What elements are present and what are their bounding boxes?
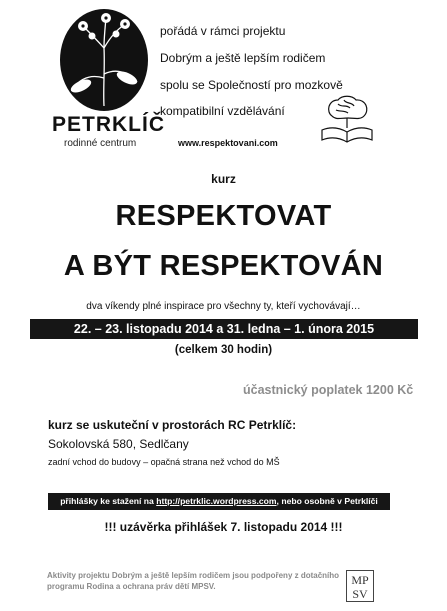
- brand-subtitle: rodinné centrum: [64, 138, 137, 149]
- venue-address: Sokolovská 580, Sedlčany: [48, 437, 189, 451]
- course-label: kurz: [211, 172, 236, 186]
- brand-name: PETRKLÍČ: [52, 113, 165, 136]
- mpsv-logo: [346, 570, 374, 602]
- petrklic-flower-logo: [59, 8, 149, 112]
- header-line-2: Dobrým a ještě lepším rodičem: [160, 51, 326, 65]
- header-line-3: spolu se Společností pro mozkově: [160, 78, 343, 92]
- participation-fee: účastnický poplatek 1200 Kč: [243, 383, 414, 397]
- registration-link[interactable]: http://petrklic.wordpress.com: [156, 496, 277, 506]
- website-link[interactable]: www.respektovani.com: [178, 138, 278, 148]
- registration-banner: [48, 493, 390, 510]
- course-title-line-2: A BÝT RESPEKTOVÁN: [63, 250, 384, 282]
- venue-entrance-note: zadní vchod do budovy – opačná strana než vchod do MŠ: [48, 457, 280, 467]
- mpsv-logo-text-bottom: SV: [352, 587, 368, 601]
- course-dates-banner: 22. – 23. listopadu 2014 a 31. ledna – 1. února 2015: [30, 319, 418, 339]
- registration-deadline: !!! uzávěrka přihlášek 7. listopadu 2014 !!!: [104, 520, 343, 534]
- registration-suffix: , nebo osobně v Petrklíči: [276, 496, 378, 506]
- course-title-line-1: RESPEKTOVAT: [115, 200, 332, 232]
- brain-book-illustration: [318, 94, 376, 144]
- course-tagline: dva víkendy plné inspirace pro všechny ty, kteří vychovávají…: [86, 301, 361, 312]
- footer-note: Aktivity projektu Dobrým a ještě lepším rodičem jsou podpořeny z dotačního programu Rodina a ochrana práv dětí MPSV.: [47, 571, 340, 591]
- course-hours: (celkem 30 hodin): [174, 344, 273, 356]
- registration-prefix: přihlášky ke stažení na: [60, 496, 157, 506]
- venue-intro: kurz se uskuteční v prostorách RC Petrklíč:: [48, 418, 297, 432]
- header-line-1: pořádá v rámci projektu: [160, 24, 286, 38]
- mpsv-logo-text-top: MP: [351, 573, 369, 587]
- header-line-4: kompatibilní vzdělávání: [160, 104, 285, 118]
